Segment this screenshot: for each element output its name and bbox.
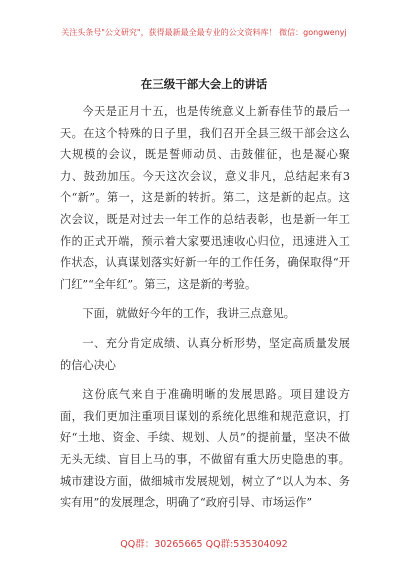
document-title: 在三级干部大会上的讲话 [140, 77, 268, 91]
header-promo-note: 关注头条号"公文研究"，获得最新最全最专业的公文资料库！ 微信：gongwenyj [61, 28, 347, 37]
paragraph-intro: 今天是正月十五，也是传统意义上新春佳节的最后一天。在这个特殊的日子里，我们召开全县三级干部会这么大规模的会议，既是誓师动员、击鼓催征，也是凝心聚力、鼓劲加压。今天这次会议，意义非凡，总结起来有3个“新”。第一，这是新的转折。第二，这是新的起点。这次会议，既是对过去一年工作的总结表彰，也是新一年工作的正式开端，预示着大家要迅速收心归位，迅速进入工作状态，认真谋划落实好新一年的工作任务，确保取得“开门红”“全年红”。第三，这是新的考验。 [60, 105, 350, 291]
footer-qq-groups: QQ群：30265665 QQ群:535304092 [120, 539, 288, 550]
document-body [60, 101, 350, 514]
section-heading-1: 一、充分肯定成绩、认真分析形势，坚定高质量发展的信心决心 [60, 336, 350, 372]
paragraph-transition: 下面，就做好今年的工作，我讲三点意见。 [82, 307, 295, 321]
paragraph-development-ideas: 这份底气来自于准确明晰的发展思路。项目建设方面，我们更加注重项目谋划的系统化思维和规范意识，打好“土地、资金、手续、规划、人员”的提前量，坚决不做无头无续、盲目上马的事，不做留有重大历史隐患的事。城市建设方面，做细城市发展规划，树立了“以人为本、务实有用”的发展理念，明确了“政府引导、市场运作” [60, 388, 350, 510]
